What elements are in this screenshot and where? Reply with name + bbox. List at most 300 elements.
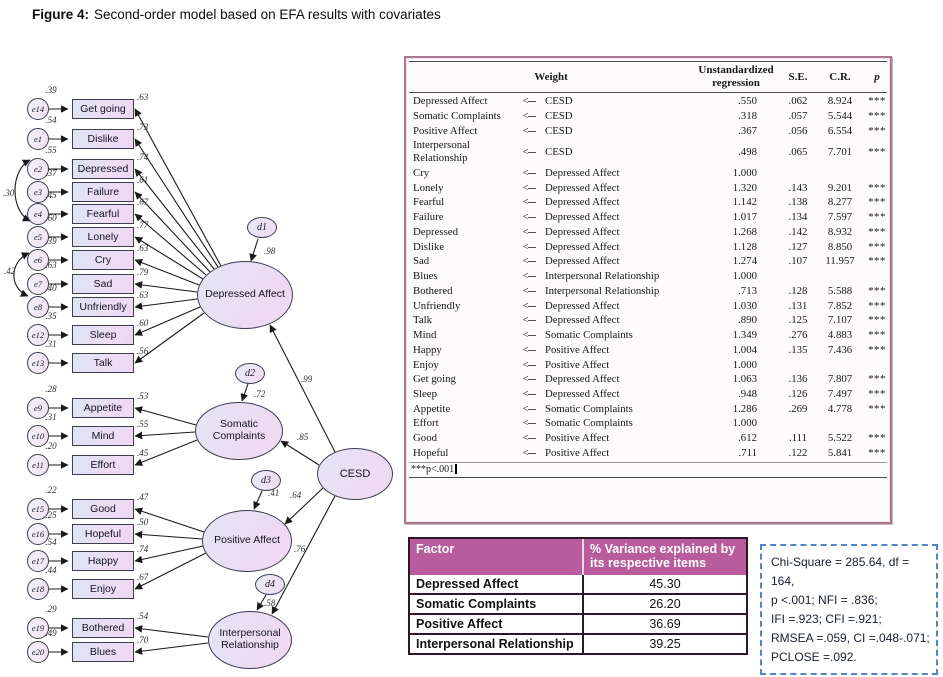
- cell-estimate: 1.268: [732, 225, 757, 238]
- cell-p: ***: [868, 124, 886, 137]
- cell-factor-name: Positive Affect: [416, 616, 503, 631]
- error-term-e7: e7: [27, 273, 49, 295]
- cell-predictor: Interpersonal Relationship: [545, 270, 660, 283]
- cell-estimate: .713: [738, 284, 757, 297]
- cell-cr: 9.201: [827, 181, 853, 194]
- cell-cr: 8.850: [827, 240, 853, 253]
- loading-label: .73: [137, 122, 149, 132]
- cell-cr: 8.932: [827, 225, 853, 238]
- cell-arrow: <---: [522, 284, 536, 297]
- cell-se: .111: [788, 432, 808, 445]
- loading-label: .56: [137, 346, 149, 356]
- regression-table-row: [409, 358, 887, 373]
- column-header-se: S.E.: [788, 70, 808, 83]
- cell-factor-name: Depressed Affect: [416, 576, 519, 591]
- cell-estimate: 1.142: [732, 196, 757, 209]
- cell-dependent: Fearful: [413, 196, 445, 209]
- cell-arrow: <---: [522, 240, 536, 253]
- fit-statistic-line: RMSEA =.059, CI =.048-.071;: [771, 630, 930, 645]
- cell-p: ***: [868, 343, 886, 356]
- cell-estimate: 1.349: [732, 329, 757, 342]
- cell-variance-value: 36.69: [582, 615, 746, 633]
- loading-label: .60: [137, 318, 149, 328]
- variance-label: .37: [45, 168, 57, 178]
- cell-dependent: Happy: [413, 343, 442, 356]
- cell-p: ***: [868, 196, 886, 209]
- column-header-factor: Factor: [416, 542, 455, 556]
- item-box-enjoy: Enjoy: [72, 579, 134, 599]
- cell-variance-value: 45.30: [582, 575, 746, 593]
- cell-estimate: 1.063: [732, 373, 757, 386]
- diagram-arrows: [8, 44, 404, 676]
- cell-se: .126: [788, 387, 808, 400]
- footnote-text: ***p<.001: [411, 463, 455, 475]
- error-term-e4: e4: [27, 203, 49, 225]
- cell-p: ***: [868, 373, 886, 386]
- cell-cr: 4.778: [827, 402, 853, 415]
- cell-p: ***: [868, 432, 886, 445]
- cell-dependent: Somatic Complaints: [413, 110, 501, 123]
- item-box-good: Good: [72, 499, 134, 519]
- variance-label: .44: [45, 565, 57, 575]
- cell-arrow: <---: [522, 270, 536, 283]
- error-term-e19: e19: [27, 617, 49, 639]
- item-box-hopeful: Hopeful: [72, 524, 134, 544]
- cell-arrow: <---: [522, 343, 536, 356]
- cell-p: ***: [868, 329, 886, 342]
- disturbance-d3: d3: [251, 470, 281, 491]
- cell-estimate: 1.000: [732, 270, 757, 283]
- fit-statistic-line: Chi-Square = 285.64, df = 164,: [771, 555, 910, 588]
- variance-table-row: [410, 613, 746, 633]
- error-term-e8: e8: [27, 296, 49, 318]
- cell-predictor: Positive Affect: [545, 446, 610, 459]
- error-term-e11: e11: [27, 454, 49, 476]
- cell-dependent: Dislike: [413, 240, 445, 253]
- loading-label: .50: [137, 517, 149, 527]
- factor-positive-affect: Positive Affect: [202, 510, 292, 572]
- factor-somatic-complaints: Somatic Complaints: [195, 402, 283, 460]
- cell-cr: 5.544: [827, 110, 853, 123]
- cell-p: ***: [868, 446, 886, 459]
- regression-table-row: [409, 343, 887, 358]
- item-box-happy: Happy: [72, 551, 134, 571]
- loading-label: .54: [137, 611, 149, 621]
- cell-estimate: 1.000: [732, 166, 757, 179]
- loading-label: .55: [137, 419, 149, 429]
- variance-label: .31: [45, 412, 57, 422]
- loading-label: .63: [137, 243, 149, 253]
- regression-table-row: [409, 299, 887, 314]
- disturbance-loading-label: .58: [264, 598, 276, 608]
- loading-label: .74: [137, 152, 149, 162]
- cell-se: .062: [788, 95, 808, 108]
- cell-predictor: Depressed Affect: [545, 299, 620, 312]
- cell-estimate: 1.274: [732, 255, 757, 268]
- cell-dependent: Blues: [413, 270, 438, 283]
- error-term-e10: e10: [27, 425, 49, 447]
- cell-dependent: Unfriendly: [413, 299, 461, 312]
- cell-estimate: .318: [738, 110, 757, 123]
- variance-table-header: [410, 539, 746, 575]
- cell-cr: 6.554: [827, 124, 853, 137]
- loading-label: .63: [137, 290, 149, 300]
- cell-p: ***: [868, 225, 886, 238]
- item-box-effort: Effort: [72, 455, 134, 475]
- cell-arrow: <---: [522, 299, 536, 312]
- cell-dependent: Depressed: [413, 225, 458, 238]
- cell-dependent: Hopeful: [413, 446, 449, 459]
- cell-estimate: 1.286: [732, 402, 757, 415]
- disturbance-d1: d1: [247, 217, 277, 238]
- cell-cr: 8.277: [827, 196, 853, 209]
- cell-dependent: Failure: [413, 211, 444, 224]
- cell-dependent: Positive Affect: [413, 124, 478, 137]
- loading-label: .45: [137, 448, 149, 458]
- cell-se: .131: [788, 299, 808, 312]
- cell-arrow: <---: [522, 329, 536, 342]
- item-box-sad: Sad: [72, 274, 134, 294]
- regression-table-row: [409, 328, 887, 343]
- cell-variance-value: 26.20: [582, 595, 746, 613]
- regression-table-row: [409, 225, 887, 240]
- error-term-e12: e12: [27, 324, 49, 346]
- cell-estimate: .711: [738, 446, 757, 459]
- error-term-e14: e14: [27, 98, 49, 120]
- cell-arrow: <---: [522, 373, 536, 386]
- disturbance-loading-label: .41: [268, 488, 280, 498]
- loading-label: .61: [137, 175, 149, 185]
- disturbance-loading-label: .98: [264, 246, 276, 256]
- cell-cr: 11.957: [825, 255, 855, 268]
- fit-statistic-line: IFI =.923; CFI =.921;: [771, 611, 882, 626]
- variance-table-row: [410, 593, 746, 613]
- item-box-blues: Blues: [72, 642, 134, 662]
- variance-label: .45: [45, 190, 57, 200]
- cell-arrow: <---: [522, 255, 536, 268]
- cell-dependent: Lonely: [413, 181, 444, 194]
- cell-p: ***: [868, 211, 886, 224]
- cell-predictor: CESD: [545, 145, 573, 158]
- cell-se: .135: [788, 343, 808, 356]
- regression-table-row: [409, 254, 887, 269]
- cell-predictor: Interpersonal Relationship: [545, 284, 660, 297]
- cell-predictor: Depressed Affect: [545, 255, 620, 268]
- error-covariance-label: .30: [3, 188, 15, 198]
- error-term-e5: e5: [27, 226, 49, 248]
- regression-table-row: [409, 372, 887, 387]
- variance-label: .54: [45, 537, 57, 547]
- item-box-failure: Failure: [72, 182, 134, 202]
- cell-cr: 7.497: [827, 387, 853, 400]
- regression-table-row: [409, 446, 887, 461]
- regression-table-row: [409, 138, 887, 165]
- cell-predictor: Positive Affect: [545, 432, 610, 445]
- variance-label: .20: [45, 441, 57, 451]
- cell-p: ***: [868, 255, 886, 268]
- cell-estimate: .498: [738, 145, 757, 158]
- variance-label: .60: [45, 213, 57, 223]
- cell-se: .134: [788, 211, 808, 224]
- path-coefficient-cesd-pa: .64: [290, 490, 302, 500]
- variance-label: .35: [45, 311, 57, 321]
- variance-explained-table: [408, 537, 748, 655]
- cell-p: ***: [868, 110, 886, 123]
- loading-label: .67: [137, 572, 149, 582]
- cell-p: ***: [868, 284, 886, 297]
- fit-statistic-line: PCLOSE =.092.: [771, 649, 857, 664]
- item-box-bothered: Bothered: [72, 618, 134, 638]
- cell-se: .107: [788, 255, 808, 268]
- loading-label: .53: [137, 391, 149, 401]
- cell-cr: 7.107: [827, 314, 853, 327]
- variance-table-row: [410, 633, 746, 653]
- item-box-lonely: Lonely: [72, 227, 134, 247]
- regression-table-row: [409, 416, 887, 431]
- loading-label: .70: [137, 635, 149, 645]
- regression-table-row: [409, 94, 887, 109]
- cell-se: .056: [788, 124, 808, 137]
- regression-table-row: [409, 431, 887, 446]
- cell-se: .138: [788, 196, 808, 209]
- variance-label: .29: [45, 604, 57, 614]
- cell-predictor: Depressed Affect: [545, 373, 620, 386]
- variance-label: .25: [45, 510, 57, 520]
- cell-dependent: Cry: [413, 166, 430, 179]
- item-box-talk: Talk: [72, 353, 134, 373]
- cell-estimate: .612: [738, 432, 757, 445]
- cell-se: .065: [788, 145, 808, 158]
- cell-cr: 4.883: [827, 329, 853, 342]
- error-term-e9: e9: [27, 397, 49, 419]
- disturbance-d2: d2: [235, 363, 265, 384]
- item-box-sleep: Sleep: [72, 325, 134, 345]
- cell-dependent: Effort: [413, 417, 439, 430]
- cell-p: ***: [868, 240, 886, 253]
- error-term-e2: e2: [27, 158, 49, 180]
- variance-label: .31: [45, 339, 57, 349]
- cell-estimate: 1.320: [732, 181, 757, 194]
- cell-cr: 7.597: [827, 211, 853, 224]
- cell-se: .142: [788, 225, 808, 238]
- cell-predictor: Depressed Affect: [545, 225, 620, 238]
- cell-se: .122: [788, 446, 808, 459]
- cell-se: .127: [788, 240, 808, 253]
- cell-p: ***: [868, 95, 886, 108]
- cell-se: .125: [788, 314, 808, 327]
- cell-arrow: <---: [522, 358, 536, 371]
- cell-p: ***: [868, 314, 886, 327]
- variance-label: .39: [45, 85, 57, 95]
- cell-arrow: <---: [522, 166, 536, 179]
- cell-estimate: 1.030: [732, 299, 757, 312]
- loading-label: .63: [137, 92, 149, 102]
- sem-path-diagram: [3, 44, 404, 676]
- cell-p: ***: [868, 145, 886, 158]
- path-coefficient-cesd-ir: .76: [294, 544, 306, 554]
- cell-dependent: Get going: [413, 373, 456, 386]
- cell-p: ***: [868, 181, 886, 194]
- cell-predictor: Depressed Affect: [545, 166, 620, 179]
- regression-table-row: [409, 124, 887, 139]
- cell-cr: 7.436: [827, 343, 853, 356]
- cell-arrow: <---: [522, 402, 536, 415]
- cell-arrow: <---: [522, 387, 536, 400]
- cell-se: .136: [788, 373, 808, 386]
- regression-table-row: [409, 195, 887, 210]
- cell-estimate: .890: [738, 314, 757, 327]
- regression-table-row: [409, 240, 887, 255]
- cell-predictor: CESD: [545, 124, 573, 137]
- cell-estimate: 1.004: [732, 343, 757, 356]
- error-term-e15: e15: [27, 498, 49, 520]
- cell-estimate: 1.000: [732, 417, 757, 430]
- cell-dependent: Enjoy: [413, 358, 439, 371]
- cell-estimate: 1.000: [732, 358, 757, 371]
- variance-label: .22: [45, 485, 57, 495]
- column-header-cr: C.R.: [829, 70, 851, 83]
- cell-arrow: <---: [522, 95, 536, 108]
- variance-table-body: [410, 575, 746, 653]
- error-term-e13: e13: [27, 352, 49, 374]
- cell-predictor: Somatic Complaints: [545, 417, 633, 430]
- figure-title-prefix: Figure 4:: [32, 7, 90, 22]
- cell-p: ***: [868, 299, 886, 312]
- item-box-cry: Cry: [72, 250, 134, 270]
- cell-estimate: 1.128: [732, 240, 757, 253]
- cell-arrow: <---: [522, 446, 536, 459]
- item-box-depressed: Depressed: [72, 159, 134, 179]
- cell-se: .128: [788, 284, 808, 297]
- error-term-e16: e16: [27, 523, 49, 545]
- cell-factor-name: Interpersonal Relationship: [416, 636, 574, 651]
- variance-label: .39: [45, 236, 57, 246]
- cell-arrow: <---: [522, 124, 536, 137]
- cell-predictor: CESD: [545, 95, 573, 108]
- factor-interpersonal-relationship: Interpersonal Relationship: [208, 611, 292, 669]
- cell-estimate: .948: [738, 387, 757, 400]
- cell-predictor: Somatic Complaints: [545, 402, 633, 415]
- cell-se: .269: [788, 402, 808, 415]
- cell-dependent: Bothered: [413, 284, 453, 297]
- text-cursor: [455, 464, 457, 474]
- path-coefficient-cesd-da: .99: [301, 374, 313, 384]
- error-term-e17: e17: [27, 550, 49, 572]
- error-term-e20: e20: [27, 641, 49, 663]
- factor-cesd: CESD: [317, 448, 393, 500]
- cell-arrow: <---: [522, 181, 536, 194]
- path-coefficient-cesd-sc: .85: [297, 432, 309, 442]
- variance-label: .54: [45, 115, 57, 125]
- cell-predictor: Depressed Affect: [545, 314, 620, 327]
- cell-predictor: CESD: [545, 110, 573, 123]
- loading-label: .77: [137, 220, 149, 230]
- cell-estimate: .367: [738, 124, 757, 137]
- cell-cr: 5.588: [827, 284, 853, 297]
- error-term-e18: e18: [27, 578, 49, 600]
- figure-title-text: Second-order model based on EFA results with covariates: [94, 7, 441, 22]
- cell-arrow: <---: [522, 145, 536, 158]
- error-term-e3: e3: [27, 181, 49, 203]
- cell-dependent: Sad: [413, 255, 430, 268]
- cell-predictor: Somatic Complaints: [545, 329, 633, 342]
- variance-label: .63: [45, 260, 57, 270]
- cell-variance-value: 39.25: [582, 635, 746, 653]
- loading-label: .79: [137, 267, 149, 277]
- regression-table-row: [409, 313, 887, 328]
- regression-table-row: [409, 210, 887, 225]
- cell-se: .143: [788, 181, 808, 194]
- variance-label: .49: [45, 628, 57, 638]
- cell-p: ***: [868, 387, 886, 400]
- cell-arrow: <---: [522, 110, 536, 123]
- loading-label: .67: [137, 197, 149, 207]
- cell-estimate: .550: [738, 95, 757, 108]
- error-term-e6: e6: [27, 249, 49, 271]
- cell-arrow: <---: [522, 432, 536, 445]
- cell-predictor: Depressed Affect: [545, 387, 620, 400]
- table-footnote: [409, 462, 887, 478]
- cell-predictor: Positive Affect: [545, 343, 610, 356]
- regression-table-row: [409, 181, 887, 196]
- loading-label: .74: [137, 544, 149, 554]
- cell-predictor: Depressed Affect: [545, 240, 620, 253]
- regression-table-row: [409, 166, 887, 181]
- cell-cr: 5.522: [827, 432, 853, 445]
- variance-table-row: [410, 575, 746, 593]
- variance-label: .28: [45, 384, 57, 394]
- cell-dependent: Depressed Affect: [413, 95, 488, 108]
- regression-table-row: [409, 284, 887, 299]
- column-header-weight: Weight: [534, 70, 568, 83]
- cell-predictor: Depressed Affect: [545, 196, 620, 209]
- cell-dependent: Sleep: [413, 387, 437, 400]
- item-box-dislike: Dislike: [72, 129, 134, 149]
- regression-table-row: [409, 402, 887, 417]
- error-term-e1: e1: [27, 128, 49, 150]
- regression-table-row: [409, 109, 887, 124]
- error-covariance-label: .42: [4, 266, 16, 276]
- cell-cr: 7.807: [827, 373, 853, 386]
- cell-se: .276: [788, 329, 808, 342]
- cell-arrow: <---: [522, 314, 536, 327]
- cell-dependent: Good: [413, 432, 437, 445]
- figure-title: [32, 7, 441, 22]
- variance-label: .55: [45, 145, 57, 155]
- disturbance-loading-label: .72: [254, 389, 266, 399]
- factor-depressed-affect: Depressed Affect: [197, 261, 293, 329]
- cell-se: .057: [788, 110, 808, 123]
- cell-cr: 8.924: [827, 95, 853, 108]
- item-box-mind: Mind: [72, 426, 134, 446]
- item-box-unfriendly: Unfriendly: [72, 297, 134, 317]
- disturbance-d4: d4: [255, 574, 285, 595]
- loading-label: .47: [137, 492, 149, 502]
- variance-label: .40: [45, 283, 57, 293]
- column-header-p: p: [874, 70, 880, 83]
- cell-dependent: Appetite: [413, 402, 451, 415]
- regression-weights-table: [404, 56, 892, 524]
- regression-table-row: [409, 387, 887, 402]
- cell-factor-name: Somatic Complaints: [416, 596, 537, 611]
- regression-table-body: [409, 94, 887, 460]
- item-box-appetite: Appetite: [72, 398, 134, 418]
- cell-dependent: Mind: [413, 329, 437, 342]
- cell-predictor: Depressed Affect: [545, 181, 620, 194]
- cell-estimate: 1.017: [732, 211, 757, 224]
- cell-arrow: <---: [522, 417, 536, 430]
- fit-statistics-box: [760, 544, 938, 675]
